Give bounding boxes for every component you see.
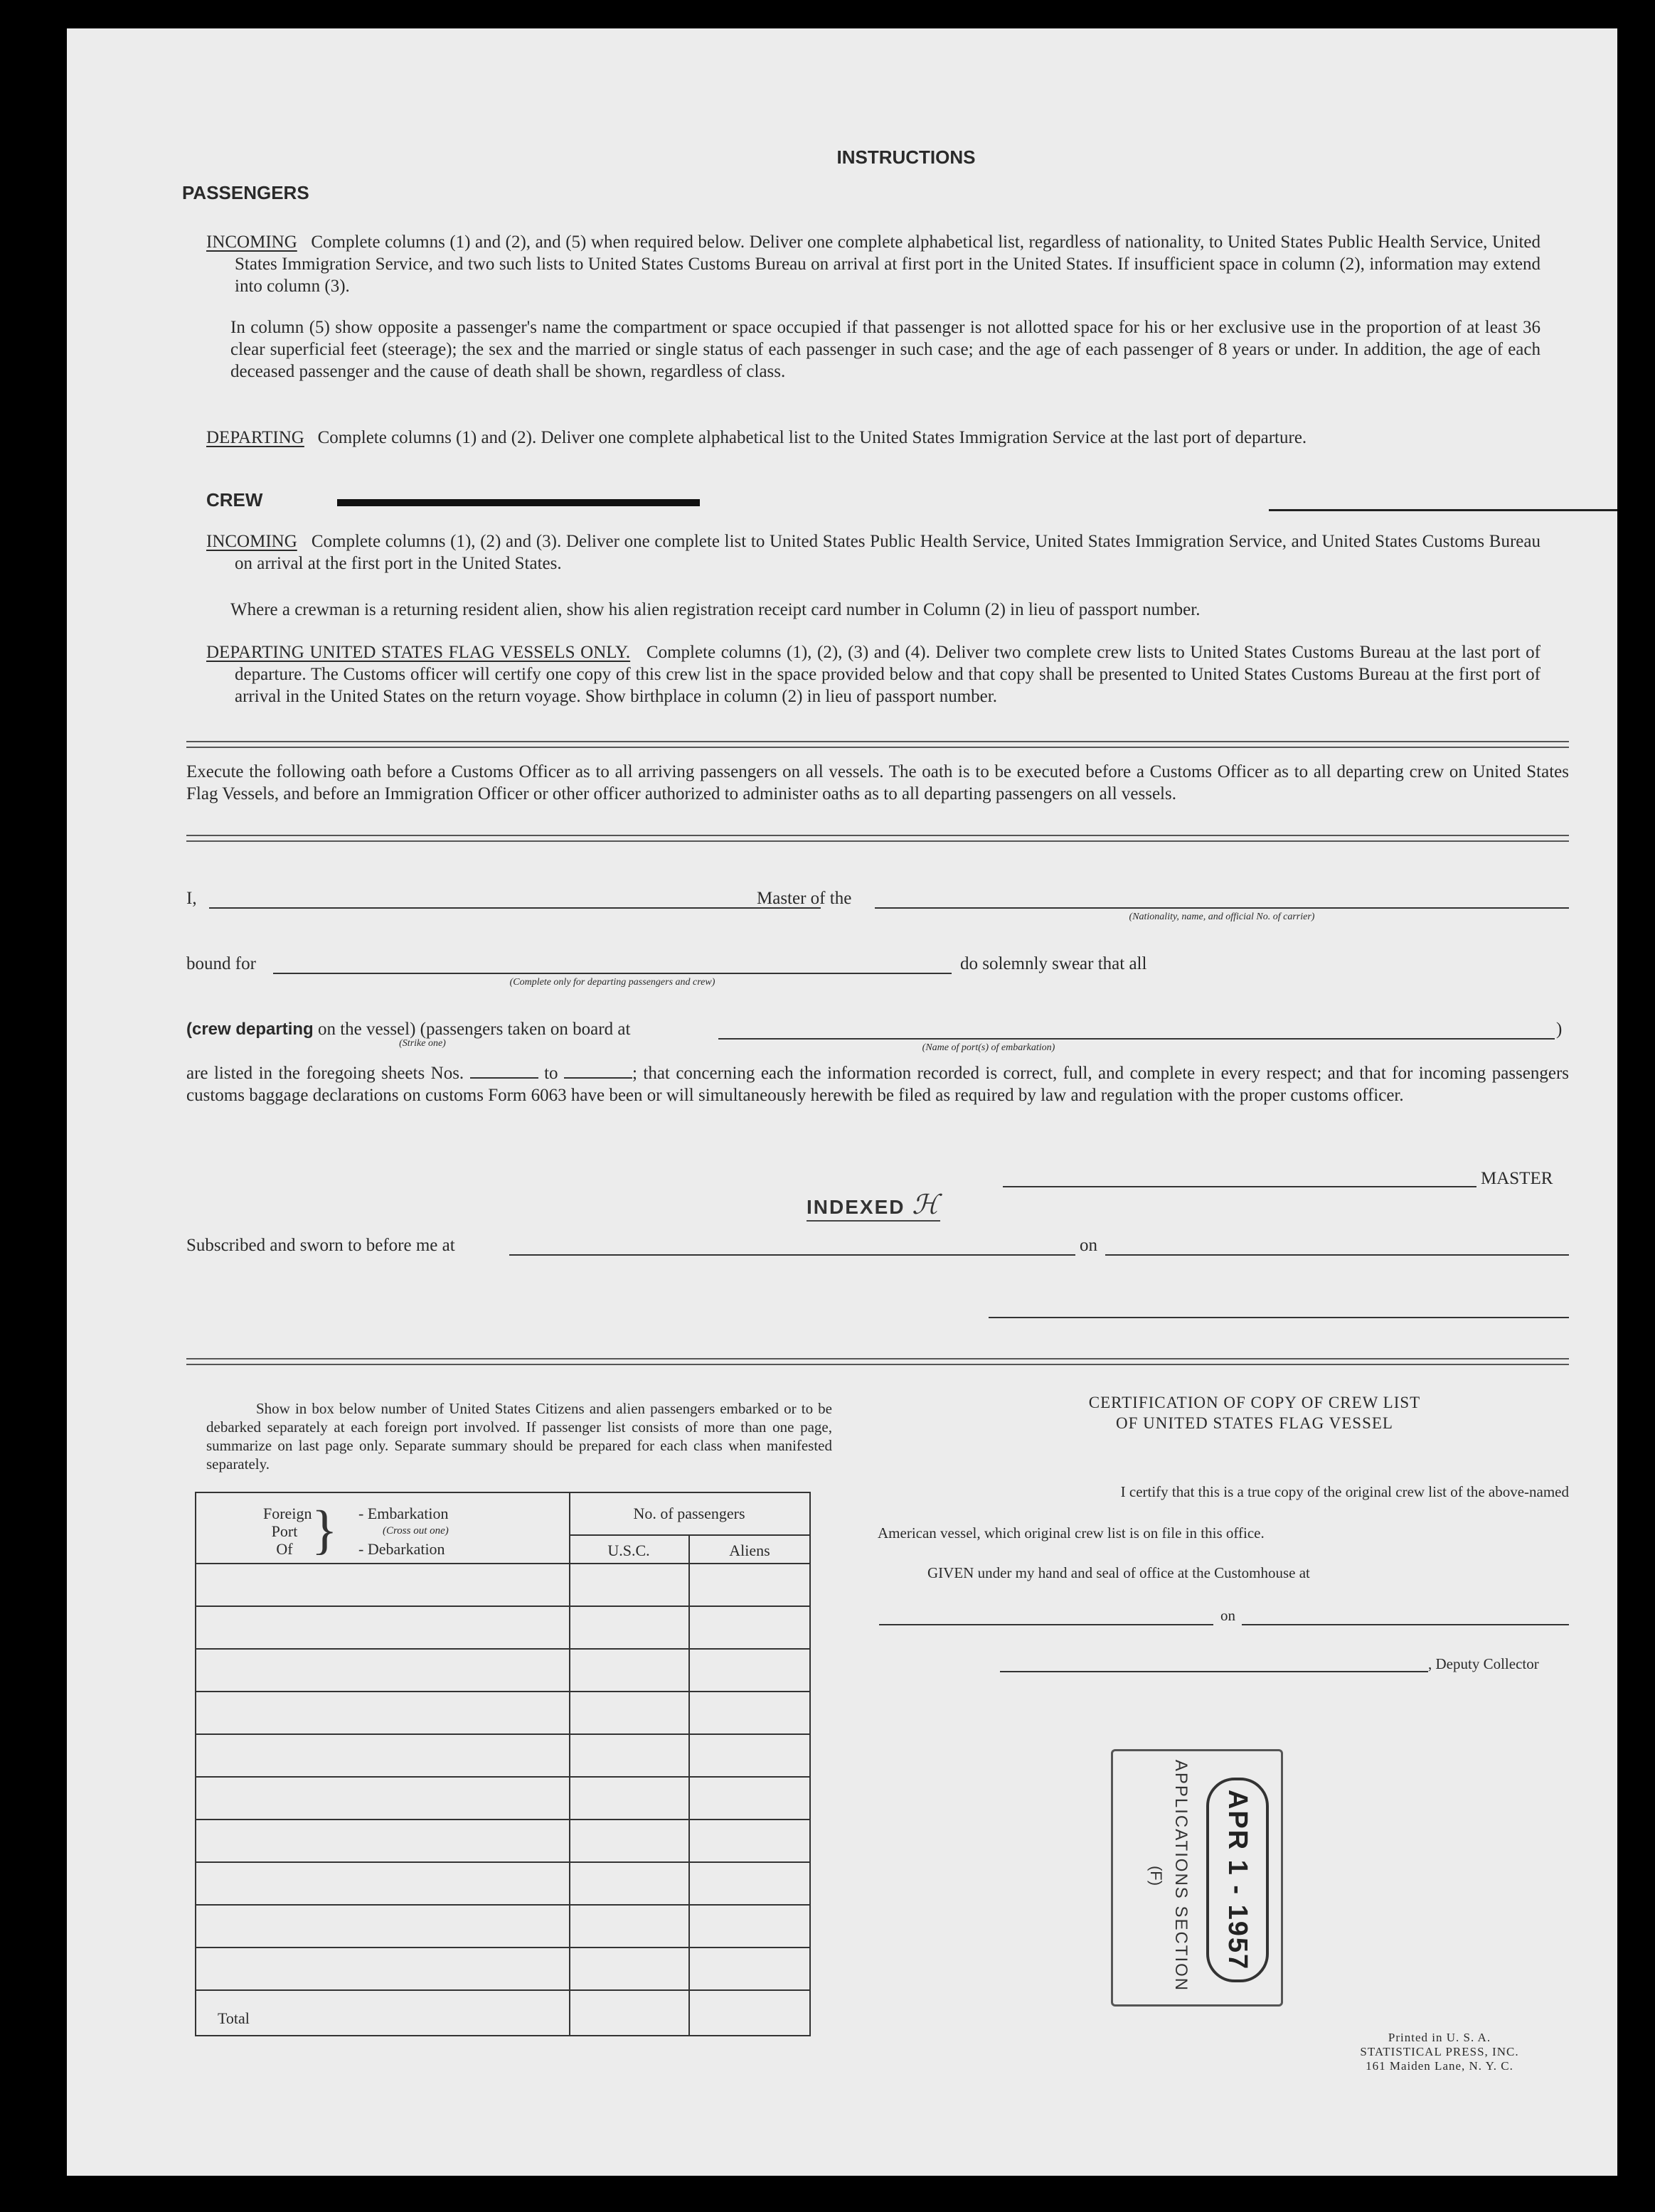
oath-intro: Execute the following oath before a Customs Officer as to all arriving passengers on all vessels. The oath is to be executed before a Customs Officer as to all departing crew on United States Flag Vessels, and before an Immigration Officer or other officer authorized to administer oaths as to all departing passengers on all vessels.: [186, 762, 1569, 803]
swear-text: do solemnly swear that all: [960, 954, 1147, 973]
printer-imprint: [1333, 2031, 1546, 2073]
passengers-incoming-label: INCOMING: [206, 233, 297, 252]
crew-incoming-paragraph: [206, 530, 1540, 575]
indexed-initials: ℋ: [912, 1189, 940, 1220]
printer-line-1: Printed in U. S. A.: [1388, 2031, 1491, 2044]
stamp-section: APPLICATIONS SECTION: [1171, 1759, 1191, 1992]
table-row[interactable]: [195, 1947, 809, 1948]
foreign-port-of-label: [263, 1505, 312, 1558]
stamp-date: APR 1 - 1957: [1206, 1778, 1269, 1982]
passengers-departing-paragraph: [206, 427, 1540, 449]
on-label: on: [1080, 1236, 1097, 1255]
embarkation-option[interactable]: - Embarkation: [358, 1505, 449, 1522]
table-row[interactable]: [195, 1691, 809, 1692]
embarkation-port-field[interactable]: [718, 1038, 1555, 1040]
summary-table: [195, 1492, 811, 2036]
port-caption: (Name of port(s) of embarkation): [922, 1042, 1055, 1053]
usc-header: U.S.C.: [607, 1542, 650, 1559]
master-name-field[interactable]: [209, 907, 821, 909]
table-row[interactable]: [195, 1861, 809, 1863]
close-paren: ): [1556, 1020, 1563, 1039]
cross-out-caption: (Cross out one): [383, 1525, 449, 1537]
customhouse-field[interactable]: [879, 1624, 1213, 1625]
certification-title-line-2: OF UNITED STATES FLAG VESSEL: [1116, 1414, 1393, 1432]
passengers-taken-option: (passengers taken on board at: [420, 1020, 631, 1039]
foreign-label: Foreign: [263, 1505, 312, 1522]
sheet-to-field[interactable]: [564, 1066, 632, 1079]
on-vessel-text: on the vessel): [317, 1020, 416, 1039]
aliens-header: Aliens: [729, 1542, 770, 1559]
strike-caption: (Strike one): [399, 1038, 446, 1049]
table-row[interactable]: [195, 1989, 809, 1991]
column5-paragraph: In column (5) show opposite a passenger's name the compartment or space occupied if that passenger is not allotted space for his or her exclusive use in the proportion of at least 36 clear superficial feet (steerage); the sex and the married or single status of each passenger in such case; and the age of each passenger of 8 years or under. In addition, the age of each deceased passenger and the cause of death shall be shown, regardless of class.: [230, 318, 1540, 381]
carrier-field[interactable]: [875, 907, 1569, 909]
master-label: MASTER: [1481, 1169, 1553, 1188]
page-title: INSTRUCTIONS: [836, 146, 976, 168]
listed-text-start: are listed in the foregoing sheets Nos.: [186, 1064, 464, 1083]
of-label: Of: [276, 1540, 293, 1558]
printer-line-2: STATISTICAL PRESS, INC.: [1360, 2045, 1519, 2058]
table-column-divider: [569, 1492, 570, 2035]
officer-signature-field[interactable]: [989, 1317, 1569, 1318]
certification-title-line-1: CERTIFICATION OF COPY OF CREW LIST: [1088, 1394, 1421, 1411]
deputy-signature-field[interactable]: [1000, 1671, 1428, 1672]
crew-alien-paragraph: Where a crewman is a returning resident alien, show his alien registration receipt card number in Column (2) in lieu of passport number.: [230, 600, 1201, 619]
certify-line-1: I certify that this is a true copy of the original crew list of the above-named: [1120, 1483, 1569, 1500]
crew-departing-label: DEPARTING UNITED STATES FLAG VESSELS ONLY.: [206, 643, 631, 662]
crew-passengers-line: [186, 1018, 630, 1040]
passengers-departing-label: DEPARTING: [206, 428, 304, 447]
brace-icon: }: [312, 1500, 338, 1560]
debarkation-option[interactable]: - Debarkation: [358, 1540, 445, 1558]
nationality-caption: (Nationality, name, and official No. of carrier): [1129, 912, 1315, 922]
crew-departing-option: (crew departing: [186, 1020, 314, 1039]
table-header-divider: [569, 1534, 809, 1536]
printer-line-3: 161 Maiden Lane, N. Y. C.: [1366, 2059, 1513, 2073]
redaction-bar: [337, 499, 700, 506]
port-label: Port: [271, 1522, 298, 1540]
deputy-collector-label: , Deputy Collector: [1428, 1655, 1539, 1672]
master-of-the-label: Master of the: [757, 889, 852, 908]
received-stamp: [1112, 1749, 1283, 2005]
bound-for-label: bound for: [186, 954, 256, 973]
subscribed-label: Subscribed and sworn to before me at: [186, 1236, 455, 1255]
table-row[interactable]: [195, 1733, 809, 1735]
form-page: [67, 28, 1617, 2176]
table-column-divider: [688, 1534, 690, 2035]
stamp-code: (F): [1147, 1865, 1165, 1886]
certification-title: [963, 1392, 1546, 1433]
crew-departing-text: Complete columns (1), (2), (3) and (4). Deliver two complete crew lists to United States Customs Bureau at the last port of departure. The Customs officer will certify one copy of this crew list in the space provided below and that copy shall be presented to United States Customs Bureau at the first port of arrival in the United States on the return voyage. Show birthplace in column (2) in lieu of passport number.: [235, 643, 1541, 706]
certify-date-field[interactable]: [1242, 1624, 1569, 1625]
sworn-place-field[interactable]: [509, 1254, 1075, 1256]
master-signature-field[interactable]: [1003, 1186, 1476, 1187]
table-row[interactable]: [195, 1904, 809, 1906]
bound-for-caption: (Complete only for departing passengers and crew): [509, 977, 715, 988]
divider: [186, 741, 1569, 748]
certify-line-2: American vessel, which original crew list is on file in this office.: [878, 1524, 1265, 1542]
crew-heading: CREW: [206, 489, 263, 511]
listed-paragraph: [186, 1062, 1569, 1106]
indexed-text: INDEXED: [807, 1196, 905, 1218]
table-row[interactable]: [195, 1605, 809, 1607]
crew-incoming-label: INCOMING: [206, 532, 297, 551]
table-row[interactable]: [195, 1648, 809, 1650]
table-row[interactable]: [195, 1776, 809, 1778]
sworn-date-field[interactable]: [1105, 1254, 1569, 1256]
passengers-departing-text: Complete columns (1) and (2). Deliver one complete alphabetical list to the United States Immigration Service at the last port of departure.: [317, 428, 1307, 447]
embark-debark-options: [358, 1505, 449, 1558]
certify-on-label: on: [1220, 1607, 1235, 1624]
bound-for-field[interactable]: [273, 973, 952, 974]
crew-departing-paragraph: [206, 641, 1540, 707]
divider: [186, 1358, 1569, 1365]
listed-text-end: ; that concerning each the information recorded is correct, full, and complete in every respect; and that for incoming passengers customs baggage declarations on customs Form 6063 have been or will simultaneously herewith be filed as required by law and regulation with the proper customs officer.: [186, 1064, 1569, 1105]
total-label: Total: [218, 2009, 250, 2027]
crew-incoming-text: Complete columns (1), (2) and (3). Deliver one complete list to United States Public Health Service, United States Immigration Service, and United States Customs Bureau on arrival at the first port in the United States.: [235, 532, 1540, 573]
sheet-from-field[interactable]: [470, 1066, 538, 1079]
i-label: I,: [186, 889, 197, 908]
table-row[interactable]: [195, 1819, 809, 1820]
divider: [186, 835, 1569, 842]
passengers-incoming-text: Complete columns (1) and (2), and (5) when required below. Deliver one complete alphabetical list, regardless of nationality, to United States Public Health Service, United States Immigration Service, and two such lists to United States Customs Bureau on arrival at first port in the United States. If insufficient space in column (2), information may extend into column (3).: [235, 233, 1541, 296]
indexed-stamp: [807, 1189, 940, 1222]
crease-line: [1269, 509, 1617, 511]
no-passengers-header: No. of passengers: [633, 1505, 745, 1522]
summary-instructions: Show in box below number of United States Citizens and alien passengers embarked or to be debarked separately at each foreign port involved. If passenger list consists of more than one page, summarize on last page only. Separate summary should be prepared for each class when manifested separately.: [206, 1400, 832, 1473]
table-header-bottom: [195, 1563, 809, 1564]
listed-to-label: to: [544, 1064, 558, 1083]
passengers-heading: PASSENGERS: [182, 182, 309, 203]
passengers-incoming-paragraph: [206, 231, 1540, 297]
certify-line-3: GIVEN under my hand and seal of office at the Customhouse at: [927, 1564, 1310, 1581]
